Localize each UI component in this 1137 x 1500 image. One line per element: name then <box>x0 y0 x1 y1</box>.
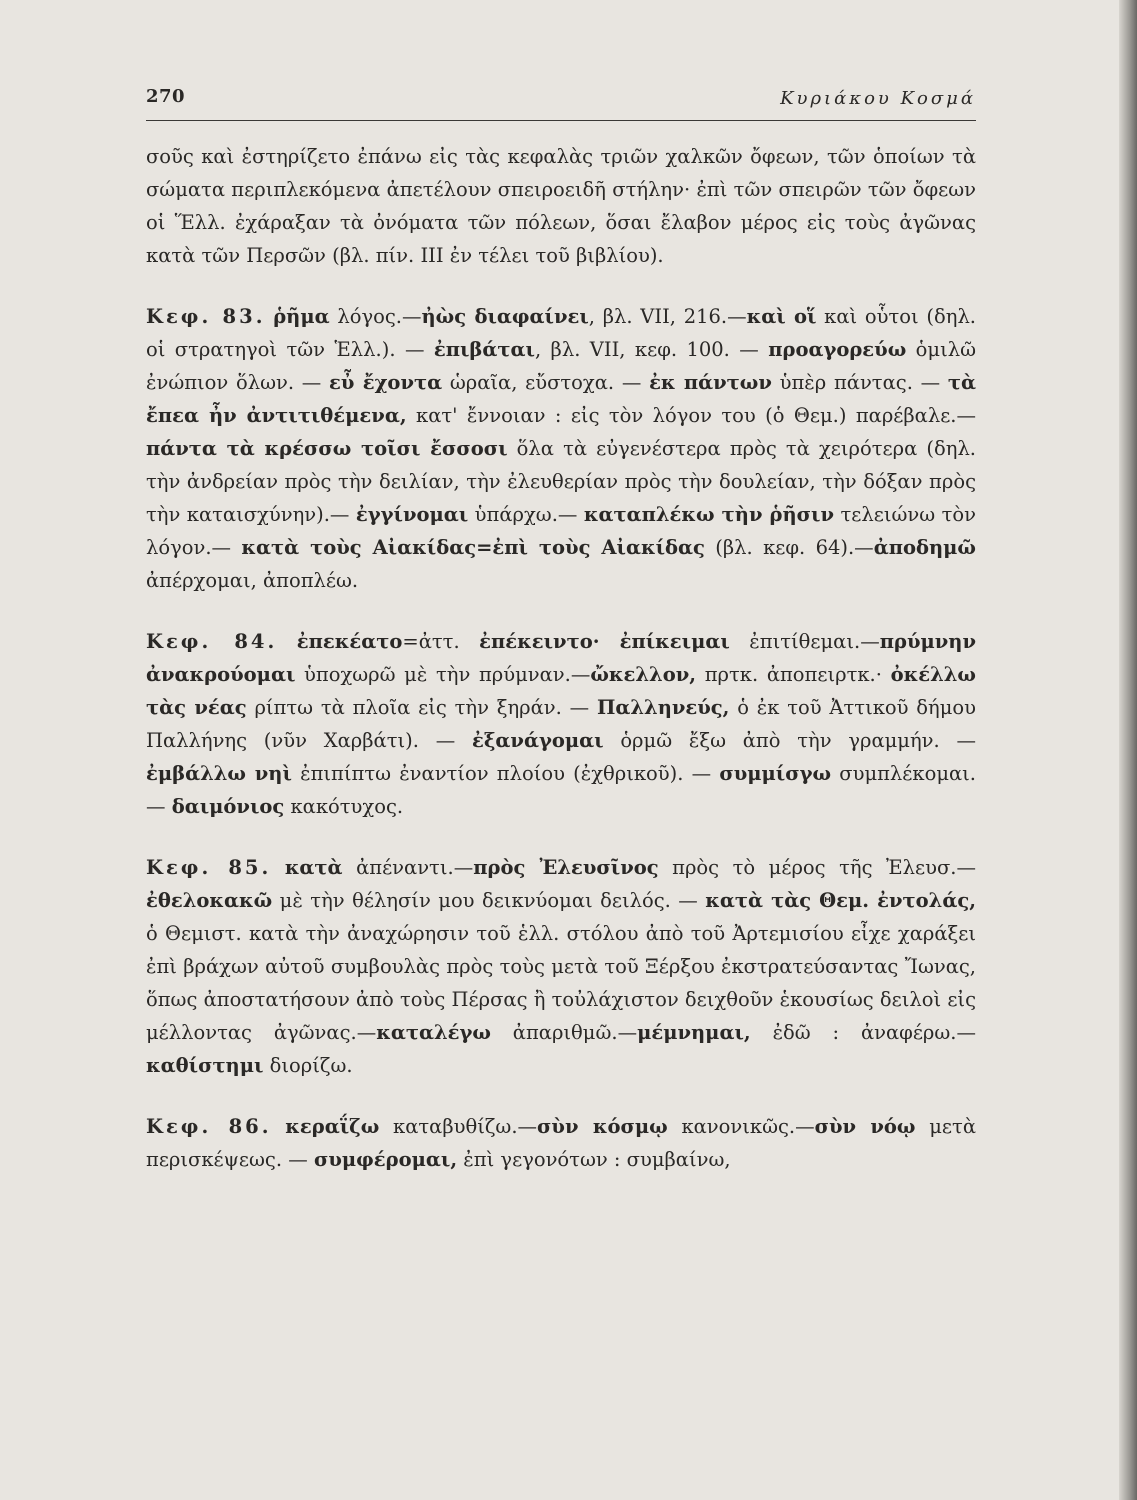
running-title: Κυριάκου Κοσμά <box>780 88 976 109</box>
glossary-term: σὺν νόῳ <box>814 1115 916 1138</box>
definition: ρίπτω τὰ πλοῖα εἰς τὴν ξηράν. — <box>246 696 597 719</box>
definition: λόγος.— <box>329 305 422 328</box>
glossary-term: τὰ ἔπεα ἦν ἀντιτιθέμενα, <box>146 371 976 427</box>
page-header <box>146 86 976 121</box>
page-body <box>146 140 976 1176</box>
definition: ὑποχωρῶ μὲ τὴν πρύμναν.— <box>295 663 591 686</box>
definition: συμπλέκομαι.— <box>146 762 977 818</box>
glossary-term: προαγορεύω <box>768 338 907 361</box>
paragraph-chapter-85 <box>146 851 976 1082</box>
definition: ὁμιλῶ ἐνώπιον ὅλων. — <box>146 338 976 394</box>
chapter-heading: Κεφ. 83. <box>146 305 266 328</box>
definition: διορίζω. <box>263 1054 353 1077</box>
glossary-term: σὺν κόσμῳ <box>537 1115 668 1138</box>
glossary-term: ἐμβάλλω νηὶ <box>146 762 292 785</box>
definition: ὅλα τὰ εὐγενέστερα πρὸς τὰ χειρότερα (δηλ. τὴν ἀνδρείαν πρὸς τὴν δειλίαν, τὴν ἐλευθερίαν πρὸς τὴν δουλείαν, τὴν δόξαν πρὸς τὴν καταισχύνην).— <box>146 437 977 526</box>
glossary-term: πάντα τὰ κρέσσω τοῖσι ἔσσοσι <box>146 437 508 460</box>
body-text: σοῦς καὶ ἐστηρίζετο ἐπάνω εἰς τὰς κεφαλὰς τριῶν χαλκῶν ὄφεων, τῶν ὁποίων τὰ σώματα περιπλεκόμενα ἀπετέλουν σπειροειδῆ στήλην· ἐπὶ τῶν σπειρῶν τῶν ὄφεων οἱ Ἕλλ. ἐχάραξαν τὰ ὀνόματα τῶν πόλεων, ὅσαι ἔλαβον μέρος εἰς τοὺς ἀγῶνας κατὰ τῶν Περσῶν (βλ. πίν. ΙΙΙ ἐν τέλει τοῦ βιβλίου). <box>146 145 976 267</box>
definition: ἐπὶ γεγονότων : συμβαίνω, <box>457 1148 731 1171</box>
glossary-term: ἐπιβάται <box>433 338 535 361</box>
glossary-term: ἐγγίνομαι <box>355 503 469 526</box>
glossary-term: ἐπέκειντο· ἐπίκειμαι <box>479 630 730 653</box>
glossary-term: ῥῆμα <box>273 305 330 328</box>
glossary-term: πρύμνην ἀνακρούομαι <box>146 630 976 686</box>
glossary-term: δαιμόνιος <box>171 795 285 818</box>
glossary-term: ἀποδημῶ <box>873 536 976 559</box>
glossary-term: κατὰ τοὺς Αἰακίδας=ἐπὶ τοὺς Αἰακίδας <box>241 536 705 559</box>
glossary-term: καὶ οἵ <box>746 305 817 328</box>
definition: ὁρμῶ ἔξω ἀπὸ τὴν γραμμήν. — <box>603 729 976 752</box>
definition: , βλ. VII, κεφ. 100. — <box>534 338 769 361</box>
glossary-term: ἐπεκέατο <box>296 630 403 653</box>
page-edge-shadow <box>1119 0 1137 1500</box>
glossary-term: συμμίσγω <box>719 762 832 785</box>
glossary-term: ὀκέλλω τὰς νέας <box>146 663 976 719</box>
paragraph-chapter-83 <box>146 300 976 597</box>
definition: ἀπαριθμῶ.— <box>490 1021 638 1044</box>
glossary-term: κατὰ <box>284 856 343 879</box>
definition: ὁ ἐκ τοῦ Ἀττικοῦ δήμου Παλλήνης (νῦν Χαρβάτι). — <box>146 696 976 752</box>
glossary-term: πρὸς Ἐλευσῖνος <box>473 856 659 879</box>
glossary-term: καταπλέκω τὴν ῥῆσιν <box>583 503 835 526</box>
glossary-term: μέμνημαι, <box>637 1021 751 1044</box>
glossary-term: ἐκ πάντων <box>649 371 772 394</box>
definition: ἀπέναντι.— <box>342 856 474 879</box>
glossary-term: ἐθελοκακῶ <box>146 889 273 912</box>
definition: ἀπέρχομαι, ἀποπλέω. <box>146 569 359 592</box>
chapter-heading: Κεφ. 86. <box>146 1115 272 1138</box>
definition: τελειώνω τὸν λόγον.— <box>146 503 977 559</box>
glossary-term: ἐξανάγομαι <box>472 729 604 752</box>
definition: κακότυχος. <box>284 795 404 818</box>
glossary-term: ἠὼς διαφαίνει <box>421 305 589 328</box>
glossary-term: κατὰ τὰς Θεμ. ἐντολάς, <box>705 889 976 912</box>
glossary-term: Παλληνεύς, <box>596 696 730 719</box>
page-number: 270 <box>146 86 186 107</box>
definition: μὲ τὴν θέλησίν μου δεικνύομαι δειλός. — <box>272 889 706 912</box>
paragraph-chapter-84 <box>146 625 976 823</box>
definition: =ἀττ. <box>402 630 480 653</box>
definition: καὶ οὗτοι (δηλ. οἱ στρατηγοὶ τῶν Ἑλλ.). — <box>146 305 976 361</box>
definition: ὑπάρχω.— <box>468 503 584 526</box>
glossary-term: καταλέγω <box>376 1021 491 1044</box>
definition: πρὸς τὸ μέρος τῆς Ἐλευσ.— <box>658 856 976 879</box>
chapter-heading: Κεφ. 85. <box>146 856 272 879</box>
definition: κανονικῶς.— <box>667 1115 815 1138</box>
definition: μετὰ περισκέψεως. — <box>146 1115 976 1171</box>
definition: ἐπιτίθεμαι.— <box>729 630 880 653</box>
definition: , βλ. VII, 216.— <box>588 305 747 328</box>
definition: ὡραῖα, εὔστοχα. — <box>442 371 650 394</box>
glossary-term: συμφέρομαι, <box>313 1148 458 1171</box>
glossary-term: καθίστημι <box>146 1054 264 1077</box>
definition: κατ' ἔννοιαν : εἰς τὸν λόγον του (ὁ Θεμ.) παρέβαλε.— <box>406 404 977 427</box>
definition: ἐδῶ : ἀναφέρω.— <box>750 1021 976 1044</box>
definition: καταβυθίζω.— <box>379 1115 538 1138</box>
glossary-term: εὖ ἔχοντα <box>329 371 443 394</box>
glossary-term: κεραΐζω <box>285 1115 380 1138</box>
glossary-term: ὤκελλον, <box>590 663 697 686</box>
paragraph-intro <box>146 140 976 272</box>
paragraph-chapter-86 <box>146 1110 976 1176</box>
definition: ἐπιπίπτω ἐναντίον πλοίου (ἐχθρικοῦ). — <box>291 762 720 785</box>
chapter-heading: Κεφ. 84. <box>146 630 278 653</box>
definition: ὁ Θεμιστ. κατὰ τὴν ἀναχώρησιν τοῦ ἑλλ. στόλου ἀπὸ τοῦ Ἀρτεμισίου εἶχε χαράξει ἐπὶ βράχων αὐτοῦ συμβουλὰς πρὸς τοὺς μετὰ τοῦ Ξέρξου ἐκστρατεύσαντας Ἴωνας, ὅπως ἀποστατήσουν ἀπὸ τοὺς Πέρσας ἢ τοὐλάχιστον δειχθοῦν ἑκουσίως δειλοὶ εἰς μέλλοντας ἀγῶνας.— <box>146 922 976 1044</box>
definition: πρτκ. ἀποπειρτκ.· <box>696 663 891 686</box>
definition: ὑπὲρ πάντας. — <box>771 371 948 394</box>
definition: (βλ. κεφ. 64).— <box>704 536 874 559</box>
